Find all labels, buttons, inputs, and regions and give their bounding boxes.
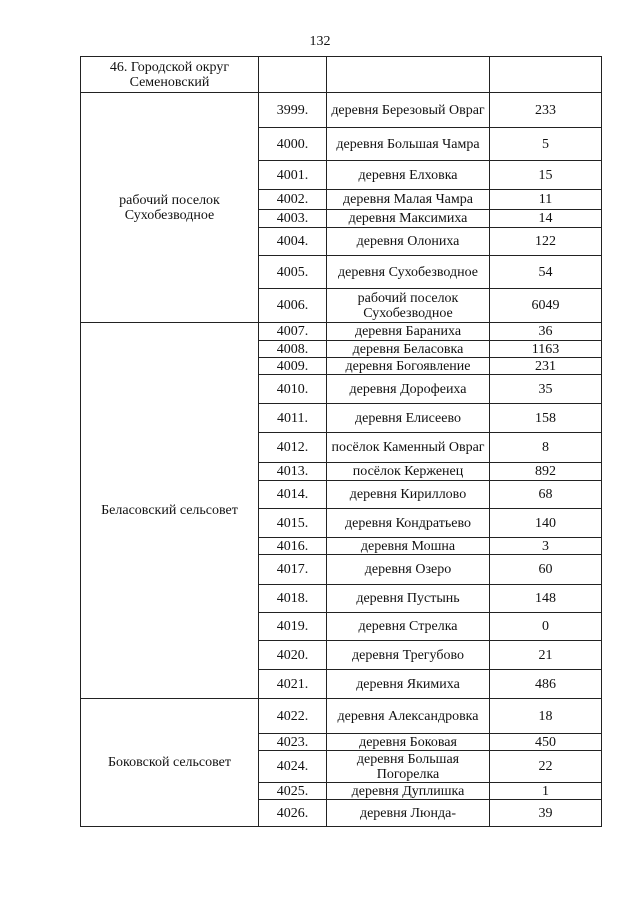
population-value: 140 bbox=[490, 509, 602, 538]
settlement-name: деревня Большая Чамра bbox=[327, 128, 490, 161]
row-number: 4012. bbox=[259, 433, 327, 463]
row-number: 4000. bbox=[259, 128, 327, 161]
settlement-name: деревня Малая Чамра bbox=[327, 190, 490, 210]
settlement-name: деревня Елисеево bbox=[327, 404, 490, 433]
row-number: 4024. bbox=[259, 751, 327, 783]
row-number: 4010. bbox=[259, 375, 327, 404]
settlement-name: рабочий поселок Сухобезводное bbox=[327, 289, 490, 323]
row-number: 4004. bbox=[259, 228, 327, 256]
row-number: 4018. bbox=[259, 585, 327, 613]
population-value: 60 bbox=[490, 555, 602, 585]
settlement-name: деревня Сухобезводное bbox=[327, 256, 490, 289]
population-value: 1163 bbox=[490, 341, 602, 358]
settlement-name: деревня Стрелка bbox=[327, 613, 490, 641]
settlement-name: деревня Боковая bbox=[327, 734, 490, 751]
row-number: 4021. bbox=[259, 670, 327, 699]
population-value: 231 bbox=[490, 358, 602, 375]
empty-cell bbox=[490, 57, 602, 93]
population-value: 0 bbox=[490, 613, 602, 641]
row-number: 4001. bbox=[259, 161, 327, 190]
row-number: 4023. bbox=[259, 734, 327, 751]
row-number: 4009. bbox=[259, 358, 327, 375]
settlement-name: деревня Якимиха bbox=[327, 670, 490, 699]
settlement-name: деревня Кириллово bbox=[327, 481, 490, 509]
row-number: 4002. bbox=[259, 190, 327, 210]
row-number: 4020. bbox=[259, 641, 327, 670]
row-number: 4003. bbox=[259, 210, 327, 228]
table-row bbox=[81, 93, 602, 128]
row-number: 4008. bbox=[259, 341, 327, 358]
empty-cell bbox=[327, 57, 490, 93]
population-value: 450 bbox=[490, 734, 602, 751]
settlements-table bbox=[80, 56, 602, 827]
table-row bbox=[81, 699, 602, 734]
settlement-name: деревня Трегубово bbox=[327, 641, 490, 670]
population-value: 148 bbox=[490, 585, 602, 613]
row-number: 4007. bbox=[259, 323, 327, 341]
settlement-name: деревня Большая Погорелка bbox=[327, 751, 490, 783]
population-value: 1 bbox=[490, 783, 602, 800]
population-value: 54 bbox=[490, 256, 602, 289]
settlement-name: деревня Елховка bbox=[327, 161, 490, 190]
population-value: 18 bbox=[490, 699, 602, 734]
settlement-name: деревня Пустынь bbox=[327, 585, 490, 613]
row-number: 4017. bbox=[259, 555, 327, 585]
population-value: 15 bbox=[490, 161, 602, 190]
settlement-name: деревня Дорофеиха bbox=[327, 375, 490, 404]
settlement-name: деревня Беласовка bbox=[327, 341, 490, 358]
settlement-name: деревня Олониха bbox=[327, 228, 490, 256]
row-number: 4011. bbox=[259, 404, 327, 433]
population-value: 8 bbox=[490, 433, 602, 463]
population-value: 3 bbox=[490, 538, 602, 555]
empty-cell bbox=[259, 57, 327, 93]
table-row bbox=[81, 323, 602, 341]
population-value: 233 bbox=[490, 93, 602, 128]
settlement-name: деревня Максимиха bbox=[327, 210, 490, 228]
population-value: 122 bbox=[490, 228, 602, 256]
row-number: 3999. bbox=[259, 93, 327, 128]
settlement-name: деревня Кондратьево bbox=[327, 509, 490, 538]
population-value: 39 bbox=[490, 800, 602, 827]
settlement-name: посёлок Керженец bbox=[327, 463, 490, 481]
row-number: 4014. bbox=[259, 481, 327, 509]
row-number: 4015. bbox=[259, 509, 327, 538]
group-name: рабочий поселок Сухобезводное bbox=[81, 93, 259, 323]
row-number: 4006. bbox=[259, 289, 327, 323]
settlement-name: деревня Мошна bbox=[327, 538, 490, 555]
population-value: 11 bbox=[490, 190, 602, 210]
population-value: 22 bbox=[490, 751, 602, 783]
population-value: 14 bbox=[490, 210, 602, 228]
settlement-name: деревня Дуплишка bbox=[327, 783, 490, 800]
population-value: 36 bbox=[490, 323, 602, 341]
row-number: 4016. bbox=[259, 538, 327, 555]
row-number: 4026. bbox=[259, 800, 327, 827]
row-number: 4025. bbox=[259, 783, 327, 800]
population-value: 21 bbox=[490, 641, 602, 670]
settlement-name: деревня Бараниха bbox=[327, 323, 490, 341]
row-number: 4005. bbox=[259, 256, 327, 289]
population-value: 892 bbox=[490, 463, 602, 481]
settlement-name: деревня Люнда- bbox=[327, 800, 490, 827]
population-value: 6049 bbox=[490, 289, 602, 323]
settlement-name: деревня Березовый Овраг bbox=[327, 93, 490, 128]
row-number: 4022. bbox=[259, 699, 327, 734]
row-number: 4019. bbox=[259, 613, 327, 641]
district-header-row bbox=[81, 57, 602, 93]
settlement-name: посёлок Каменный Овраг bbox=[327, 433, 490, 463]
population-value: 158 bbox=[490, 404, 602, 433]
settlement-name: деревня Богоявление bbox=[327, 358, 490, 375]
settlement-name: деревня Озеро bbox=[327, 555, 490, 585]
district-name: 46. Городской округ Семеновский bbox=[81, 57, 259, 93]
population-value: 68 bbox=[490, 481, 602, 509]
group-name: Беласовский сельсовет bbox=[81, 323, 259, 699]
settlement-name: деревня Александровка bbox=[327, 699, 490, 734]
population-value: 5 bbox=[490, 128, 602, 161]
population-value: 35 bbox=[490, 375, 602, 404]
row-number: 4013. bbox=[259, 463, 327, 481]
group-name: Боковской сельсовет bbox=[81, 699, 259, 827]
population-value: 486 bbox=[490, 670, 602, 699]
page-number: 132 bbox=[309, 34, 331, 49]
